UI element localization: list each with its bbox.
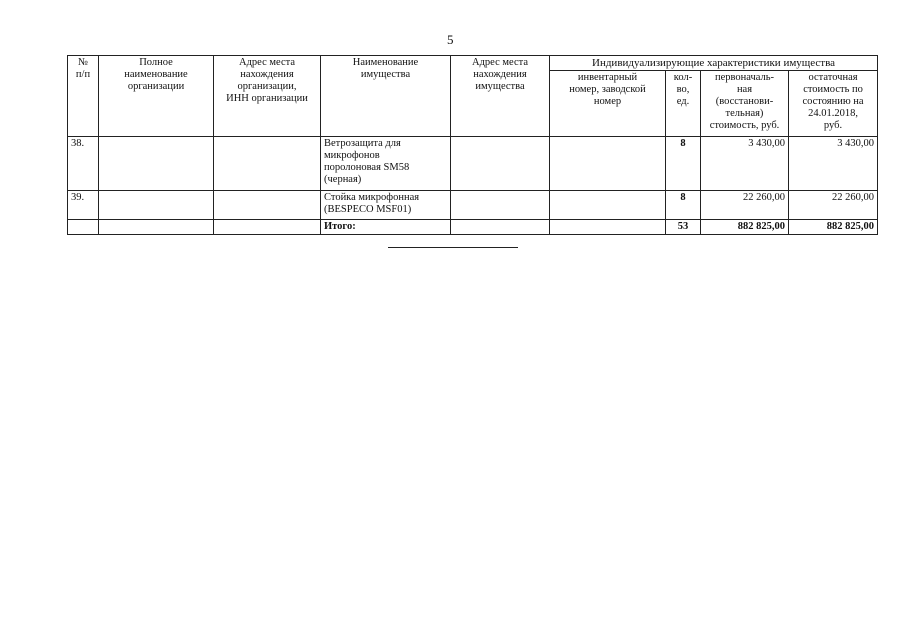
header-qty: кол- во, ед. (666, 71, 701, 137)
row-org-address (214, 137, 321, 191)
row-residual-cost: 3 430,00 (789, 137, 878, 191)
row-num: 38. (68, 137, 99, 191)
total-residual-cost: 882 825,00 (789, 220, 878, 235)
header-initial-cost: первоначаль- ная (восстанови- тельная) стоимость, руб. (701, 71, 789, 137)
row-org-name (99, 137, 214, 191)
header-num: № п/п (68, 56, 99, 137)
header-residual-cost: остаточная стоимость по состоянию на 24.01.2018, руб. (789, 71, 878, 137)
row-property-address (451, 137, 550, 191)
row-qty: 8 (666, 191, 701, 220)
row-qty: 8 (666, 137, 701, 191)
total-empty-cell (451, 220, 550, 235)
property-table (67, 55, 878, 235)
header-characteristics-group: Индивидуализирующие характеристики имущества (550, 56, 878, 71)
row-property-name: Ветрозащита для микрофонов поролоновая SM58 (черная) (321, 137, 451, 191)
row-num: 39. (68, 191, 99, 220)
row-property-name: Стойка микрофонная (BESPECO MSF01) (321, 191, 451, 220)
total-empty-cell (550, 220, 666, 235)
total-row (68, 220, 878, 235)
total-label: Итого: (321, 220, 451, 235)
page-number: 5 (447, 32, 454, 47)
row-residual-cost: 22 260,00 (789, 191, 878, 220)
total-initial-cost: 882 825,00 (701, 220, 789, 235)
header-row (68, 56, 878, 71)
row-initial-cost: 22 260,00 (701, 191, 789, 220)
header-org-address: Адрес места нахождения организации, ИНН организации (214, 56, 321, 137)
row-inventory (550, 137, 666, 191)
table-row (68, 137, 878, 191)
header-property-address: Адрес места нахождения имущества (451, 56, 550, 137)
closing-rule (388, 247, 518, 248)
row-org-address (214, 191, 321, 220)
header-inventory: инвентарный номер, заводской номер (550, 71, 666, 137)
total-empty-cell (99, 220, 214, 235)
total-empty-cell (214, 220, 321, 235)
table-row (68, 191, 878, 220)
row-inventory (550, 191, 666, 220)
row-org-name (99, 191, 214, 220)
total-empty-cell (68, 220, 99, 235)
header-property-name: Наименование имущества (321, 56, 451, 137)
row-initial-cost: 3 430,00 (701, 137, 789, 191)
header-org-name: Полное наименование организации (99, 56, 214, 137)
row-property-address (451, 191, 550, 220)
total-qty: 53 (666, 220, 701, 235)
